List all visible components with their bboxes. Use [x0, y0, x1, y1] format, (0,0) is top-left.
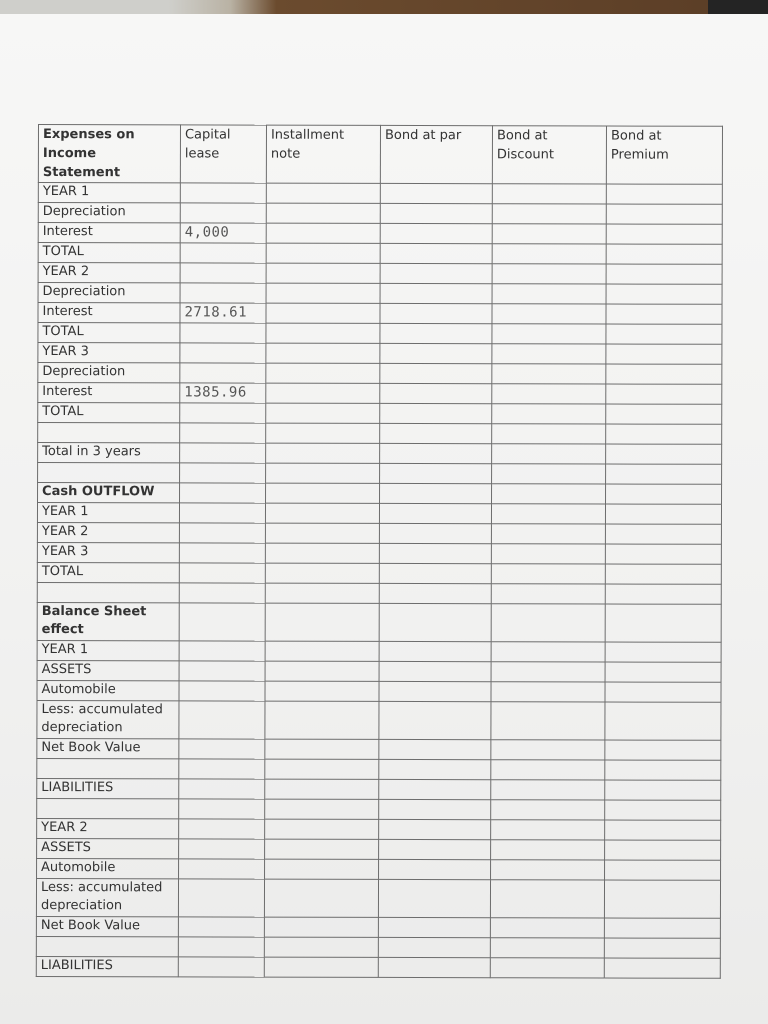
table-cell[interactable] — [265, 681, 379, 701]
row-label: YEAR 1 — [37, 640, 179, 660]
row-label — [38, 463, 180, 483]
table-row — [36, 936, 720, 958]
table-cell[interactable] — [604, 938, 720, 958]
table-cell[interactable] — [265, 759, 379, 779]
table-cell[interactable] — [266, 183, 380, 203]
row-label: YEAR 1 — [38, 183, 180, 203]
table-cell[interactable] — [605, 820, 721, 840]
row-label: Net Book Value — [37, 738, 179, 758]
table-cell[interactable] — [380, 463, 492, 483]
row-label — [37, 798, 179, 818]
table-cell[interactable] — [379, 681, 491, 701]
row-label: Depreciation — [38, 203, 180, 223]
table-cell[interactable] — [491, 702, 605, 740]
table-cell[interactable] — [491, 504, 605, 524]
table-cell[interactable] — [265, 543, 379, 563]
table-cell[interactable] — [606, 404, 722, 424]
table-row — [37, 602, 721, 642]
table-cell[interactable] — [266, 363, 380, 383]
table-cell[interactable] — [491, 564, 605, 584]
table-cell[interactable] — [380, 403, 492, 423]
table-row — [37, 700, 721, 740]
table-cell[interactable] — [179, 661, 265, 681]
table-cell[interactable] — [266, 203, 380, 223]
table-row — [37, 640, 721, 662]
table-cell[interactable] — [264, 879, 378, 917]
table-cell[interactable] — [180, 243, 266, 263]
table-cell[interactable] — [606, 464, 722, 484]
table-cell[interactable] — [266, 383, 380, 403]
table-cell[interactable] — [266, 263, 380, 283]
table-cell[interactable] — [265, 839, 379, 859]
table-row — [37, 660, 721, 682]
table-cell[interactable] — [606, 264, 722, 284]
table-cell[interactable] — [265, 523, 379, 543]
table-cell[interactable]: 2718.61 — [180, 303, 266, 323]
worksheet-body — [36, 125, 722, 979]
row-label: Less: accumulated depreciation — [37, 700, 179, 738]
table-cell[interactable] — [179, 819, 265, 839]
table-row — [37, 542, 721, 564]
table-cell[interactable] — [179, 583, 265, 603]
table-cell[interactable] — [380, 223, 492, 243]
table-row — [36, 956, 720, 978]
table-row — [38, 343, 722, 365]
row-label: Interest — [38, 223, 180, 243]
row-label: Interest — [38, 303, 180, 323]
table-cell[interactable] — [605, 702, 721, 740]
row-label: ASSETS — [37, 838, 179, 858]
table-cell[interactable] — [605, 524, 721, 544]
table-cell[interactable] — [605, 642, 721, 662]
table-cell[interactable] — [605, 662, 721, 682]
table-cell[interactable] — [180, 443, 266, 463]
table-cell[interactable] — [178, 917, 264, 937]
table-cell[interactable] — [180, 483, 266, 503]
table-cell[interactable] — [492, 304, 606, 324]
table-cell[interactable] — [492, 344, 606, 364]
table-row — [37, 798, 721, 820]
table-cell[interactable] — [492, 424, 606, 444]
table-row — [37, 738, 721, 760]
table-cell[interactable] — [491, 604, 605, 642]
row-label: Balance Sheet effect — [37, 602, 179, 640]
row-label: YEAR 1 — [37, 503, 179, 523]
table-cell[interactable] — [266, 343, 380, 363]
table-cell[interactable] — [266, 423, 380, 443]
table-row — [37, 503, 721, 525]
table-cell[interactable] — [491, 820, 605, 840]
table-cell[interactable] — [606, 324, 722, 344]
table-cell[interactable] — [380, 323, 492, 343]
column-header-bond-at-discount: Bond at Discount — [492, 126, 606, 184]
table-cell[interactable] — [265, 859, 379, 879]
table-cell[interactable] — [179, 779, 265, 799]
column-header-bond-at-premium: Bond at Premium — [606, 126, 722, 184]
column-header-capital-lease: Capital lease — [180, 125, 266, 183]
table-cell[interactable] — [179, 799, 265, 819]
table-row — [38, 423, 722, 445]
table-cell[interactable] — [604, 958, 720, 978]
table-row — [38, 183, 722, 205]
table-cell[interactable] — [266, 483, 380, 503]
table-cell[interactable] — [606, 244, 722, 264]
row-label: YEAR 3 — [37, 542, 179, 562]
table-cell[interactable] — [606, 444, 722, 464]
row-label: Interest — [38, 383, 180, 403]
table-cell[interactable] — [180, 203, 266, 223]
table-cell[interactable] — [379, 641, 491, 661]
table-row — [38, 483, 722, 505]
table-cell[interactable] — [379, 759, 491, 779]
table-cell[interactable] — [605, 760, 721, 780]
table-cell[interactable] — [604, 880, 720, 918]
table-cell[interactable] — [605, 840, 721, 860]
table-cell[interactable] — [265, 779, 379, 799]
table-cell[interactable] — [491, 800, 605, 820]
table-cell[interactable] — [491, 544, 605, 564]
table-row — [37, 562, 721, 584]
row-label — [37, 582, 179, 602]
table-row — [38, 383, 722, 405]
table-cell[interactable] — [265, 563, 379, 583]
table-row — [37, 858, 721, 880]
column-header-installment-note: Installment note — [266, 125, 380, 183]
table-row — [38, 403, 722, 425]
table-cell[interactable] — [490, 958, 604, 978]
table-cell[interactable] — [490, 938, 604, 958]
table-cell[interactable] — [605, 504, 721, 524]
table-cell[interactable] — [180, 283, 266, 303]
row-label — [36, 936, 178, 956]
row-label: Depreciation — [38, 363, 180, 383]
table-cell[interactable] — [606, 364, 722, 384]
table-cell[interactable] — [179, 563, 265, 583]
table-cell[interactable] — [492, 484, 606, 504]
table-cell[interactable] — [605, 780, 721, 800]
table-cell[interactable] — [492, 364, 606, 384]
table-cell[interactable] — [490, 880, 604, 918]
table-cell[interactable] — [378, 879, 490, 917]
table-cell[interactable] — [379, 661, 491, 681]
table-row — [38, 243, 722, 265]
row-label: Less: accumulated depreciation — [36, 878, 178, 916]
table-cell[interactable] — [180, 403, 266, 423]
table-cell[interactable] — [179, 701, 265, 739]
table-cell[interactable] — [491, 642, 605, 662]
table-row — [38, 363, 722, 385]
table-cell[interactable] — [378, 957, 490, 977]
table-cell[interactable] — [179, 839, 265, 859]
row-label: YEAR 3 — [38, 343, 180, 363]
table-cell[interactable] — [380, 283, 492, 303]
table-cell[interactable] — [380, 183, 492, 203]
table-cell[interactable] — [180, 363, 266, 383]
row-label: LIABILITIES — [36, 956, 178, 976]
table-cell[interactable] — [491, 780, 605, 800]
table-row — [38, 323, 722, 345]
table-cell[interactable] — [492, 224, 606, 244]
table-cell[interactable] — [605, 604, 721, 642]
row-label: ASSETS — [37, 660, 179, 680]
column-header-bond-at-par: Bond at par — [380, 125, 492, 183]
table-cell[interactable]: 1385.96 — [180, 383, 266, 403]
header-row — [38, 125, 722, 185]
table-cell[interactable] — [605, 860, 721, 880]
table-cell[interactable] — [379, 839, 491, 859]
table-cell[interactable] — [380, 423, 492, 443]
table-cell[interactable] — [178, 879, 264, 917]
table-cell[interactable] — [492, 204, 606, 224]
row-label: Cash OUTFLOW — [38, 483, 180, 503]
table-cell[interactable] — [606, 284, 722, 304]
table-cell[interactable] — [378, 917, 490, 937]
row-label: YEAR 2 — [37, 522, 179, 542]
table-cell[interactable] — [180, 183, 266, 203]
table-cell[interactable] — [492, 324, 606, 344]
table-cell[interactable] — [492, 184, 606, 204]
table-cell[interactable] — [379, 583, 491, 603]
table-cell[interactable] — [380, 243, 492, 263]
table-cell[interactable] — [380, 483, 492, 503]
table-row — [38, 283, 722, 305]
table-cell[interactable] — [606, 344, 722, 364]
table-cell[interactable] — [179, 523, 265, 543]
row-label: LIABILITIES — [37, 778, 179, 798]
paper-sheet — [0, 14, 768, 1024]
table-cell[interactable] — [265, 603, 379, 641]
table-row — [38, 263, 722, 285]
table-cell[interactable] — [180, 323, 266, 343]
table-cell[interactable] — [265, 799, 379, 819]
table-cell[interactable] — [606, 304, 722, 324]
table-cell[interactable] — [380, 303, 492, 323]
table-cell[interactable] — [492, 464, 606, 484]
table-cell[interactable] — [606, 224, 722, 244]
row-label: Automobile — [37, 858, 179, 878]
table-cell[interactable] — [265, 583, 379, 603]
table-cell[interactable] — [179, 739, 265, 759]
table-cell[interactable] — [180, 263, 266, 283]
table-cell[interactable] — [379, 503, 491, 523]
table-cell[interactable] — [606, 204, 722, 224]
table-cell[interactable] — [492, 284, 606, 304]
header-label: Expenses on Income Statement — [38, 125, 180, 183]
table-cell[interactable] — [492, 244, 606, 264]
table-cell[interactable] — [491, 860, 605, 880]
table-cell[interactable] — [379, 543, 491, 563]
table-cell[interactable] — [265, 661, 379, 681]
table-cell[interactable] — [490, 918, 604, 938]
table-cell[interactable] — [492, 384, 606, 404]
row-label: TOTAL — [38, 323, 180, 343]
table-cell[interactable] — [266, 243, 380, 263]
table-cell[interactable] — [379, 819, 491, 839]
table-cell[interactable] — [264, 917, 378, 937]
row-label: YEAR 2 — [38, 263, 180, 283]
table-cell[interactable] — [491, 840, 605, 860]
table-cell[interactable] — [380, 203, 492, 223]
table-cell[interactable] — [605, 584, 721, 604]
table-cell[interactable] — [605, 682, 721, 702]
table-cell[interactable] — [179, 641, 265, 661]
table-row — [37, 522, 721, 544]
table-cell[interactable] — [379, 523, 491, 543]
table-cell[interactable] — [492, 404, 606, 424]
table-cell[interactable] — [379, 799, 491, 819]
row-label: Automobile — [37, 680, 179, 700]
table-cell[interactable] — [265, 641, 379, 661]
table-cell[interactable] — [180, 463, 266, 483]
table-cell[interactable] — [266, 443, 380, 463]
table-cell[interactable] — [605, 800, 721, 820]
table-cell[interactable]: 4,000 — [180, 223, 266, 243]
table-cell[interactable] — [379, 859, 491, 879]
table-row — [38, 223, 722, 245]
table-cell[interactable] — [380, 443, 492, 463]
row-label: TOTAL — [38, 243, 180, 263]
table-cell[interactable] — [379, 739, 491, 759]
table-row — [38, 443, 722, 465]
table-cell[interactable] — [491, 662, 605, 682]
table-cell[interactable] — [380, 383, 492, 403]
table-cell[interactable] — [605, 544, 721, 564]
table-cell[interactable] — [378, 937, 490, 957]
row-label: YEAR 2 — [37, 818, 179, 838]
table-cell[interactable] — [491, 682, 605, 702]
table-cell[interactable] — [380, 363, 492, 383]
table-cell[interactable] — [379, 779, 491, 799]
table-row — [38, 303, 722, 325]
table-cell[interactable] — [491, 524, 605, 544]
row-label — [37, 758, 179, 778]
table-cell[interactable] — [179, 603, 265, 641]
table-row — [37, 838, 721, 860]
table-cell[interactable] — [179, 859, 265, 879]
row-label: Depreciation — [38, 283, 180, 303]
table-cell[interactable] — [265, 701, 379, 739]
table-row — [37, 758, 721, 780]
row-label: Total in 3 years — [38, 443, 180, 463]
table-cell[interactable] — [266, 323, 380, 343]
worksheet-table — [36, 124, 723, 979]
table-row — [37, 778, 721, 800]
table-cell[interactable] — [605, 564, 721, 584]
table-cell[interactable] — [606, 184, 722, 204]
table-cell[interactable] — [266, 463, 380, 483]
table-cell[interactable] — [492, 444, 606, 464]
table-cell[interactable] — [264, 957, 378, 977]
table-cell[interactable] — [180, 343, 266, 363]
row-label: Net Book Value — [36, 916, 178, 936]
table-cell[interactable] — [380, 343, 492, 363]
table-row — [36, 916, 720, 938]
table-cell[interactable] — [379, 701, 491, 739]
table-cell[interactable] — [179, 681, 265, 701]
table-cell[interactable] — [606, 484, 722, 504]
table-cell[interactable] — [379, 563, 491, 583]
table-cell[interactable] — [264, 937, 378, 957]
table-row — [37, 582, 721, 604]
table-cell[interactable] — [179, 759, 265, 779]
table-cell[interactable] — [178, 957, 264, 977]
table-cell[interactable] — [179, 503, 265, 523]
table-cell[interactable] — [178, 937, 264, 957]
table-cell[interactable] — [380, 263, 492, 283]
table-cell[interactable] — [266, 303, 380, 323]
table-cell[interactable] — [265, 739, 379, 759]
table-row — [38, 203, 722, 225]
table-cell[interactable] — [604, 918, 720, 938]
table-cell[interactable] — [605, 740, 721, 760]
table-row — [37, 680, 721, 702]
table-cell[interactable] — [492, 264, 606, 284]
table-cell[interactable] — [265, 819, 379, 839]
table-cell[interactable] — [266, 223, 380, 243]
table-cell[interactable] — [491, 760, 605, 780]
row-label: TOTAL — [37, 562, 179, 582]
table-cell[interactable] — [379, 603, 491, 641]
table-cell[interactable] — [606, 424, 722, 444]
table-cell[interactable] — [179, 543, 265, 563]
table-cell[interactable] — [491, 584, 605, 604]
table-cell[interactable] — [180, 423, 266, 443]
table-cell[interactable] — [266, 403, 380, 423]
table-cell[interactable] — [491, 740, 605, 760]
table-cell[interactable] — [606, 384, 722, 404]
table-cell[interactable] — [265, 503, 379, 523]
row-label: TOTAL — [38, 403, 180, 423]
table-cell[interactable] — [266, 283, 380, 303]
table-row — [37, 818, 721, 840]
table-row — [38, 463, 722, 485]
table-row — [36, 878, 720, 918]
row-label — [38, 423, 180, 443]
